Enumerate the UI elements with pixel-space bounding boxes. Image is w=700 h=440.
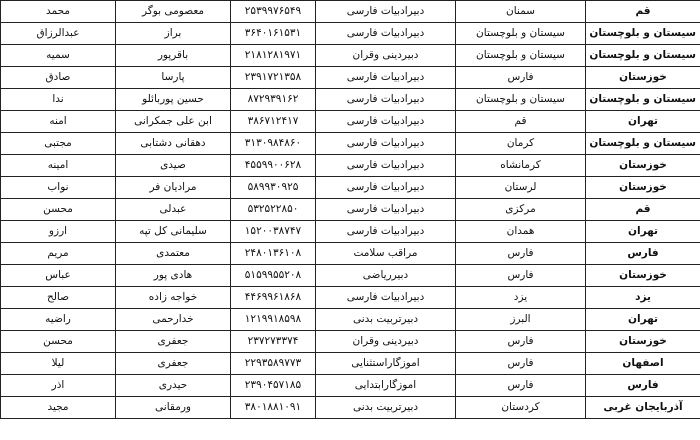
- row-phone: ۲۵۳۹۹۷۶۵۴۹: [231, 1, 316, 23]
- row-city: کرمان: [456, 133, 586, 155]
- row-first-name: سمیه: [1, 45, 116, 67]
- row-province: سیستان و بلوچستان: [586, 89, 700, 111]
- row-field: مراقب سلامت: [316, 243, 456, 265]
- row-field: اموزگاراستثنایی: [316, 353, 456, 375]
- row-city: فارس: [456, 243, 586, 265]
- table-row: [1, 331, 700, 353]
- row-province: تهران: [586, 111, 700, 133]
- row-field: دبیرادبیات فارسی: [316, 133, 456, 155]
- row-province: خوزستان: [586, 67, 700, 89]
- row-field: دبیرادبیات فارسی: [316, 177, 456, 199]
- table-row: [1, 375, 700, 397]
- row-field: دبیرادبیات فارسی: [316, 1, 456, 23]
- row-province: فارس: [586, 375, 700, 397]
- row-first-name: اذر: [1, 375, 116, 397]
- row-province: تهران: [586, 221, 700, 243]
- row-last-name: مرادیان فر: [116, 177, 231, 199]
- row-last-name: معتمدی: [116, 243, 231, 265]
- row-city: فارس: [456, 353, 586, 375]
- row-field: دبیرادبیات فارسی: [316, 155, 456, 177]
- table-row: [1, 309, 700, 331]
- row-last-name: پارسا: [116, 67, 231, 89]
- row-last-name: خواجه زاده: [116, 287, 231, 309]
- row-city: فارس: [456, 375, 586, 397]
- row-field: دبیرادبیات فارسی: [316, 221, 456, 243]
- roster-body: [1, 1, 700, 419]
- row-first-name: امینه: [1, 155, 116, 177]
- row-province: خوزستان: [586, 331, 700, 353]
- row-city: کردستان: [456, 397, 586, 419]
- row-city: فارس: [456, 331, 586, 353]
- row-phone: ۲۳۹۱۷۲۱۳۵۸: [231, 67, 316, 89]
- row-first-name: نواب: [1, 177, 116, 199]
- row-province: آذربایجان غربی: [586, 397, 700, 419]
- row-field: دبیردینی وقران: [316, 331, 456, 353]
- row-city: البرز: [456, 309, 586, 331]
- row-city: یزد: [456, 287, 586, 309]
- row-field: دبیرادبیات فارسی: [316, 287, 456, 309]
- row-phone: ۴۴۶۹۹۶۱۸۶۸: [231, 287, 316, 309]
- row-field: اموزگارابتدایی: [316, 375, 456, 397]
- row-province: قم: [586, 199, 700, 221]
- row-field: دبیرریاضی: [316, 265, 456, 287]
- table-row: [1, 221, 700, 243]
- row-field: دبیرادبیات فارسی: [316, 111, 456, 133]
- row-last-name: حیدری: [116, 375, 231, 397]
- table-row: [1, 1, 700, 23]
- row-province: سیستان و بلوچستان: [586, 23, 700, 45]
- row-phone: ۲۴۸۰۱۳۶۱۰۸: [231, 243, 316, 265]
- row-phone: ۵۱۵۹۹۵۵۲۰۸: [231, 265, 316, 287]
- table-row: [1, 397, 700, 419]
- row-city: سیستان و بلوچستان: [456, 45, 586, 67]
- row-first-name: محسن: [1, 331, 116, 353]
- row-last-name: صیدی: [116, 155, 231, 177]
- table-row: [1, 155, 700, 177]
- row-first-name: عبدالرزاق: [1, 23, 116, 45]
- row-province: سیستان و بلوچستان: [586, 133, 700, 155]
- row-last-name: باقرپور: [116, 45, 231, 67]
- table-row: [1, 23, 700, 45]
- table-row: [1, 353, 700, 375]
- row-last-name: ورمقانی: [116, 397, 231, 419]
- row-first-name: مریم: [1, 243, 116, 265]
- row-last-name: سلیمانی کل تپه: [116, 221, 231, 243]
- row-phone: ۳۱۳۰۹۸۴۸۶۰: [231, 133, 316, 155]
- table-row: [1, 67, 700, 89]
- row-province: خوزستان: [586, 265, 700, 287]
- row-phone: ۵۳۲۵۲۲۸۵۰: [231, 199, 316, 221]
- row-province: خوزستان: [586, 155, 700, 177]
- row-field: دبیرادبیات فارسی: [316, 89, 456, 111]
- row-city: مرکزی: [456, 199, 586, 221]
- row-province: یزد: [586, 287, 700, 309]
- row-phone: ۲۳۹۰۴۵۷۱۸۵: [231, 375, 316, 397]
- row-city: سیستان و بلوچستان: [456, 89, 586, 111]
- row-first-name: صالح: [1, 287, 116, 309]
- table-row: [1, 199, 700, 221]
- table-row: [1, 287, 700, 309]
- row-phone: ۱۲۱۹۹۱۸۵۹۸: [231, 309, 316, 331]
- table-row: [1, 133, 700, 155]
- row-field: دبیرادبیات فارسی: [316, 199, 456, 221]
- table-row: [1, 111, 700, 133]
- table-row: [1, 45, 700, 67]
- row-city: سمنان: [456, 1, 586, 23]
- row-last-name: دهقانی دشتابی: [116, 133, 231, 155]
- row-field: دبیرتربیت بدنی: [316, 397, 456, 419]
- row-phone: ۲۱۸۱۲۸۱۹۷۱: [231, 45, 316, 67]
- row-first-name: امنه: [1, 111, 116, 133]
- row-last-name: معصومی بوگر: [116, 1, 231, 23]
- row-field: دبیرادبیات فارسی: [316, 23, 456, 45]
- row-city: فارس: [456, 67, 586, 89]
- row-phone: ۱۵۲۰۰۳۸۷۴۷: [231, 221, 316, 243]
- row-first-name: مجتبی: [1, 133, 116, 155]
- row-city: لرستان: [456, 177, 586, 199]
- row-field: دبیرادبیات فارسی: [316, 67, 456, 89]
- row-first-name: عباس: [1, 265, 116, 287]
- row-last-name: خدارحمی: [116, 309, 231, 331]
- row-province: فارس: [586, 243, 700, 265]
- row-first-name: راضیه: [1, 309, 116, 331]
- row-field: دبیردینی وقران: [316, 45, 456, 67]
- row-city: کرمانشاه: [456, 155, 586, 177]
- table-row: [1, 243, 700, 265]
- row-province: قم: [586, 1, 700, 23]
- row-last-name: ابن علی جمکرانی: [116, 111, 231, 133]
- row-city: قم: [456, 111, 586, 133]
- table-row: [1, 177, 700, 199]
- row-first-name: مجید: [1, 397, 116, 419]
- row-phone: ۵۸۹۹۳۰۹۲۵: [231, 177, 316, 199]
- row-phone: ۲۲۹۳۵۸۹۷۷۳: [231, 353, 316, 375]
- row-city: سیستان و بلوچستان: [456, 23, 586, 45]
- row-phone: ۸۷۲۹۳۹۱۶۲: [231, 89, 316, 111]
- row-first-name: محمد: [1, 1, 116, 23]
- row-first-name: صادق: [1, 67, 116, 89]
- row-first-name: ارزو: [1, 221, 116, 243]
- row-province: اصفهان: [586, 353, 700, 375]
- row-phone: ۳۸۰۱۸۸۱۰۹۱: [231, 397, 316, 419]
- row-last-name: براز: [116, 23, 231, 45]
- table-row: [1, 265, 700, 287]
- row-province: سیستان و بلوچستان: [586, 45, 700, 67]
- row-phone: ۲۳۷۲۷۳۳۷۴: [231, 331, 316, 353]
- row-province: خوزستان: [586, 177, 700, 199]
- row-phone: ۳۸۶۷۱۲۴۱۷: [231, 111, 316, 133]
- row-field: دبیرتربیت بدنی: [316, 309, 456, 331]
- row-province: تهران: [586, 309, 700, 331]
- row-last-name: جعفری: [116, 331, 231, 353]
- row-city: فارس: [456, 265, 586, 287]
- row-first-name: محسن: [1, 199, 116, 221]
- row-last-name: جعفری: [116, 353, 231, 375]
- row-phone: ۴۵۵۹۹۰۰۶۲۸: [231, 155, 316, 177]
- row-last-name: حسین پوربائلو: [116, 89, 231, 111]
- row-last-name: هادی پور: [116, 265, 231, 287]
- table-row: [1, 89, 700, 111]
- row-phone: ۳۶۴۰۱۶۱۵۳۱: [231, 23, 316, 45]
- row-first-name: ندا: [1, 89, 116, 111]
- row-city: همدان: [456, 221, 586, 243]
- row-last-name: عبدلی: [116, 199, 231, 221]
- row-first-name: لیلا: [1, 353, 116, 375]
